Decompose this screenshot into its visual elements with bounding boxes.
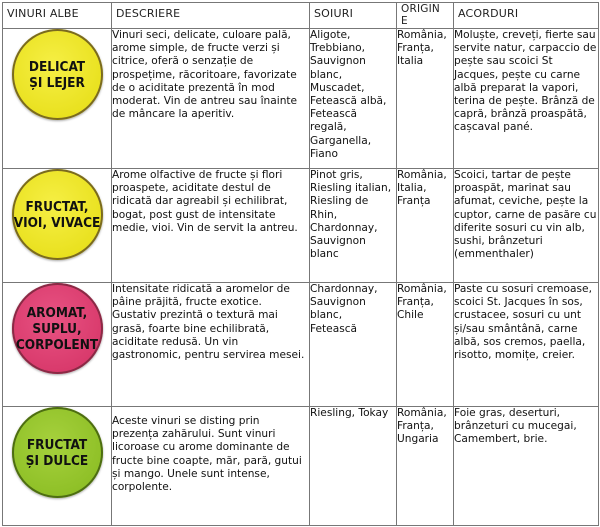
description-cell: Aceste vinuri se disting prin prezența zahărului. Sunt vinuri licoroase cu arome dominante de fructe bine coapte, măr, pară, gutui și mango. Unele sunt intense, corpolente. — [112, 407, 310, 526]
origin-cell: România, Franța, Chile — [397, 283, 454, 407]
header-varieties: SOIURI — [310, 3, 397, 29]
origin-cell: România, Franța, Italia — [397, 29, 454, 169]
header-origin: ORIGIN E — [397, 3, 454, 29]
header-wine-category: VINURI ALBE — [3, 3, 112, 29]
variety-item: Garganella, — [310, 134, 372, 147]
category-cell — [3, 169, 112, 283]
category-cell — [3, 407, 112, 526]
table-row — [3, 29, 599, 169]
category-badge — [12, 283, 103, 374]
varieties-cell — [310, 407, 397, 526]
pairings-cell: Moluște, creveți, fierte sau servite natur, carpaccio de pește sau scoici St Jacques, pește cu carne albă preparat la vapori, terina de pește. Brânză de capră, brânză proaspătă, cașcaval pané. — [454, 29, 599, 169]
white-wine-table — [2, 2, 599, 526]
pairings-cell: Scoici, tartar de pește proaspăt, marinat sau afumat, ceviche, pește la cuptor, carne de pasăre cu diferite sosuri cu vin alb, sushi, brânzeturi (emmenthaler) — [454, 169, 599, 283]
variety-item: Fetească albă, — [310, 95, 387, 108]
variety-item: Fetească regală, — [310, 108, 358, 134]
varieties-cell — [310, 283, 397, 407]
variety-item: Riesling italian, — [310, 182, 392, 195]
category-badge — [12, 169, 103, 260]
description-cell: Vinuri seci, delicate, culoare pală, arome simple, de fructe verzi și citrice, oferă o senzație de prospețime, răcoritoare, favorizate de o aciditate prezentă în mod moderat. Vin de antreu sau înainte de mâncare la aperitiv. — [112, 29, 310, 169]
variety-item: Riesling de Rhin, — [310, 195, 369, 221]
origin-cell: România, Franța, Ungaria — [397, 407, 454, 526]
variety-item: Chardonnay, — [310, 221, 378, 234]
variety-item: Pinot gris, — [310, 169, 363, 181]
category-badge — [12, 29, 103, 120]
header-pairings: ACORDURI — [454, 3, 599, 29]
category-cell — [3, 29, 112, 169]
varieties-cell — [310, 29, 397, 169]
variety-item: Sauvignon blanc — [310, 235, 366, 261]
category-label: FRUCTAT, VIOI, VIVACE — [13, 198, 101, 231]
category-label: AROMAT, SUPLU, CORPOLENT — [15, 304, 99, 353]
variety-item: Chardonnay, — [310, 283, 378, 295]
variety-item: Muscadet, — [310, 81, 365, 94]
table-header-row — [3, 3, 599, 29]
variety-item: Riesling, Tokay — [310, 407, 389, 419]
category-cell — [3, 283, 112, 407]
variety-item: Fiano — [310, 147, 338, 160]
origin-cell: România, Italia, Franța — [397, 169, 454, 283]
table-row — [3, 407, 599, 526]
variety-item: Fetească — [310, 322, 358, 335]
variety-item: Trebbiano, — [310, 42, 366, 55]
description-cell: Arome olfactive de fructe și flori proaspete, aciditate destul de ridicată dar agreabil și echilibrat, bogat, post gust de intensitate medie, vioi. Vin de servit la antreu. — [112, 169, 310, 283]
category-label: DELICAT ȘI LEJER — [28, 58, 86, 91]
pairings-cell: Foie gras, deserturi, brânzeturi cu mucegai, Camembert, brie. — [454, 407, 599, 526]
variety-item: Sauvignon blanc, — [310, 55, 366, 81]
variety-item: Aligote, — [310, 29, 351, 41]
table-row — [3, 283, 599, 407]
variety-item: Sauvignon blanc, — [310, 296, 366, 322]
description-cell: Intensitate ridicată a aromelor de pâine prăjită, fructe exotice. Gustativ prezintă o textură mai grasă, foarte bine echilibrată, aciditate redusă. Un vin gastronomic, pentru servirea mesei. — [112, 283, 310, 407]
category-badge — [12, 407, 103, 498]
table-row — [3, 169, 599, 283]
varieties-cell — [310, 169, 397, 283]
pairings-cell: Paste cu sosuri cremoase, scoici St. Jacques în sos, crustacee, sosuri cu unt și/sau smântână, carne albă, sos cremos, paella, risotto, momițe, creier. — [454, 283, 599, 407]
header-description: DESCRIERE — [112, 3, 310, 29]
category-label: FRUCTAT ȘI DULCE — [25, 436, 89, 469]
